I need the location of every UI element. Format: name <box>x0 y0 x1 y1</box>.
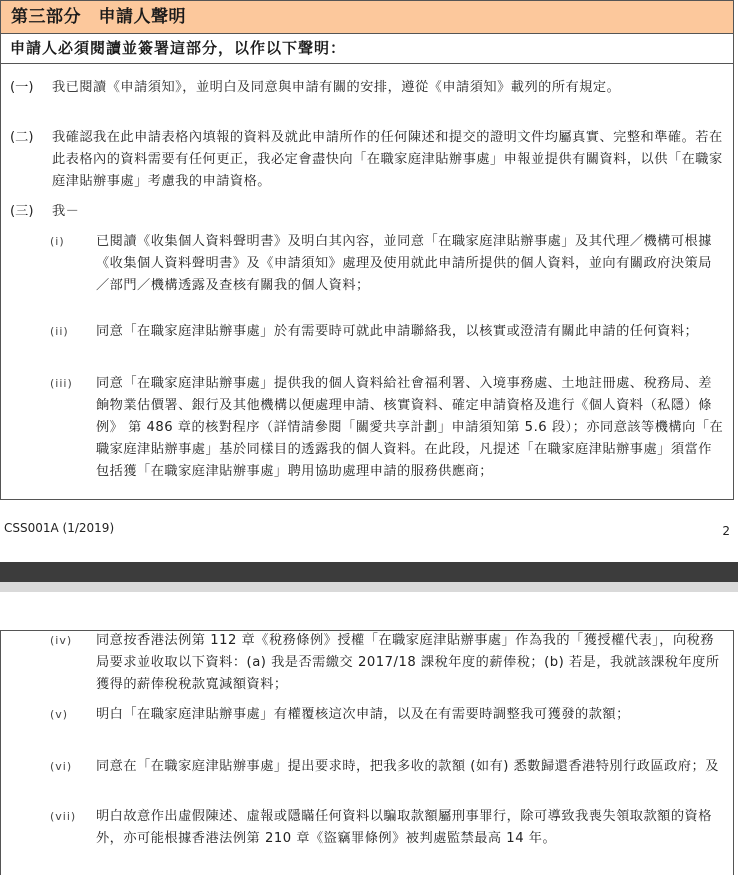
sub-item-number: (i) <box>50 235 65 248</box>
declaration-item: 我確認我在此申請表格內填報的資料及就此申請所作的任何陳述和提交的證明文件均屬真實、完整和準確。若在此表格內的資料需要有任何更正，我必定會盡快向「在職家庭津貼辦事處」申報並提供有關資料，以供「在職家庭津貼辦事處」考慮我的申請資格。 <box>52 130 723 189</box>
declaration-sub-item: 同意「在職家庭津貼辦事處」於有需要時可就此申請聯絡我，以核實或澄清有關此申請的任何資料； <box>96 324 699 339</box>
sub-item-number: (iii) <box>50 377 73 390</box>
document-page-2 <box>0 592 738 875</box>
declaration-sub-item: 已閱讀《收集個人資料聲明書》及明白其內容，並同意「在職家庭津貼辦事處」及其代理／機構可根據《收集個人資料聲明書》及《申請須知》處理及使用就此申請所提供的個人資料，並向有關政府決策局／部門／機構透露及查核有關我的個人資料； <box>96 234 712 293</box>
declaration-sub-item: 明白故意作出虛假陳述、虛報或隱瞞任何資料以騙取款額屬刑事罪行，除可導致我喪失領取款額的資格外，亦可能根據香港法例第 210 章《盜竊罪條例》被判處監禁最高 14 年。 <box>96 809 712 846</box>
section-title: 第三部分 申請人聲明 <box>0 0 734 34</box>
page-gap <box>0 582 738 592</box>
page-number: 2 <box>722 524 730 538</box>
declaration-sub-item: 明白「在職家庭津貼辦事處」有權覆核這次申請，以及在有需要時調整我可獲發的款額； <box>96 707 630 722</box>
item-number: (二) <box>10 130 34 145</box>
item-number: (三) <box>10 204 34 219</box>
form-code: CSS001A (1/2019) <box>4 521 115 535</box>
declaration-intro: 申請人必須閱讀並簽署這部分，以作以下聲明： <box>0 34 734 64</box>
declaration-item: 我已閱讀《申請須知》，並明白及同意與申請有關的安排，遵從《申請須知》載列的所有規定。 <box>52 80 621 95</box>
sub-item-number: (vi) <box>50 760 73 773</box>
declaration-sub-item: 同意在「在職家庭津貼辦事處」提出要求時，把我多收的款額 (如有) 悉數歸還香港特別行政區政府；及 <box>96 759 719 774</box>
page-separator <box>0 562 738 582</box>
sub-item-number: (iv) <box>50 634 73 647</box>
sub-item-number: (v) <box>50 708 69 721</box>
item-number: (一) <box>10 80 34 95</box>
declaration-sub-item: 同意按香港法例第 112 章《稅務條例》授權「在職家庭津貼辦事處」作為我的「獲授權代表」，向稅務局要求並收取以下資料：(a) 我是否需繳交 2017/18 課稅年度的薪俸稅；(b) 若是，我就該課稅年度所獲得的薪俸稅稅款寬減額資料； <box>96 633 720 692</box>
declaration-sub-item: 同意「在職家庭津貼辦事處」提供我的個人資料給社會福利署、入境事務處、土地註冊處、稅務局、差餉物業估價署、銀行及其他機構以便處理申請、核實資料、確定申請資格及進行《個人資料（私隱）條例》 第 486 章的核對程序（詳情請參閱「關愛共享計劃」申請須知第 5.6 段）；亦同意該等機構向「在職家庭津貼辦事處」基於同樣目的透露我的個人資料。在此段，凡提述「在職家庭津貼辦事處」須當作包括獲「在職家庭津貼辦事處」聘用協助處理申請的服務供應商； <box>96 376 724 479</box>
sub-item-number: (ii) <box>50 325 69 338</box>
sub-item-number: (vii) <box>50 810 77 823</box>
declaration-item: 我－ <box>52 204 80 219</box>
